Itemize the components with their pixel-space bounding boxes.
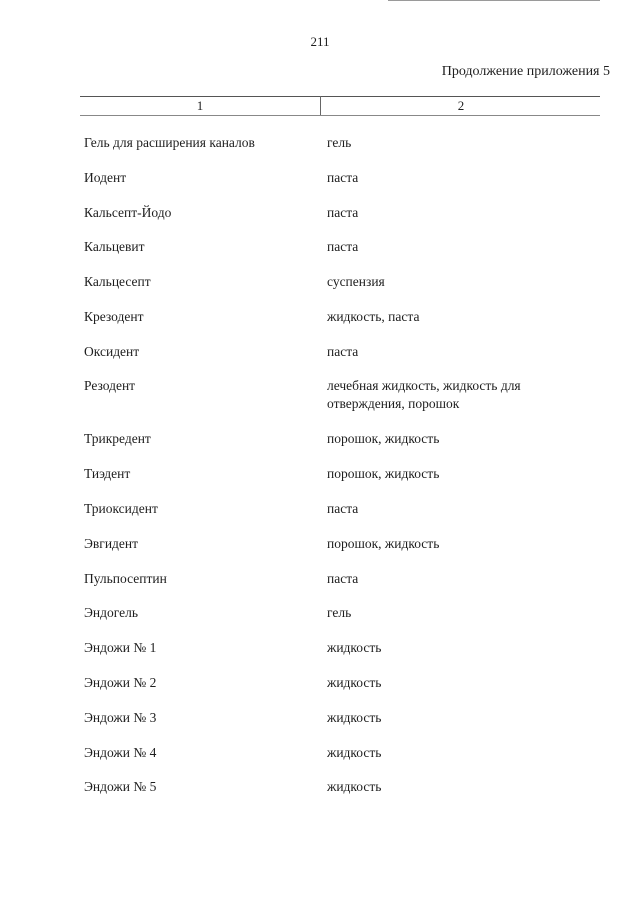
material-name: Тиэдент	[84, 466, 131, 481]
material-form: суспензия	[327, 274, 385, 289]
material-form: жидкость	[327, 640, 382, 655]
material-name: Эвгидент	[84, 536, 139, 551]
material-form: паста	[327, 205, 359, 220]
material-name: Оксидент	[84, 344, 140, 359]
material-name: Кальсепт-Йодо	[84, 205, 172, 220]
material-form: жидкость	[327, 745, 382, 760]
material-name: Эндожи № 3	[84, 710, 157, 725]
material-name: Гель для расширения каналов	[84, 135, 255, 150]
material-form: порошок, жидкость	[327, 466, 440, 481]
material-form: порошок, жидкость	[327, 536, 440, 551]
material-name: Кальцесепт	[84, 274, 151, 289]
material-name: Эндожи № 5	[84, 779, 157, 794]
page-number: 211	[310, 34, 330, 49]
material-name: Иодент	[84, 170, 127, 185]
material-name: Кальцевит	[84, 239, 145, 254]
material-name: Крезодент	[84, 309, 144, 324]
material-name: Триоксидент	[84, 501, 158, 516]
material-form: жидкость	[327, 779, 382, 794]
column-header-2: 2	[457, 98, 465, 113]
material-name: Трикредент	[84, 431, 151, 446]
material-form: жидкость, паста	[327, 309, 420, 324]
column-header-1: 1	[196, 98, 204, 113]
material-form: гель	[327, 135, 352, 150]
material-form: паста	[327, 239, 359, 254]
material-form: лечебная жидкость, жидкость для отверждения, порошок	[327, 378, 521, 411]
material-form: паста	[327, 170, 359, 185]
material-form: паста	[327, 571, 359, 586]
material-form: порошок, жидкость	[327, 431, 440, 446]
material-name: Пульпосептин	[84, 571, 167, 586]
material-name: Эндожи № 2	[84, 675, 157, 690]
material-form: гель	[327, 605, 352, 620]
material-name: Резодент	[84, 378, 136, 393]
material-name: Эндожи № 4	[84, 745, 157, 760]
material-form: жидкость	[327, 710, 382, 725]
material-form: жидкость	[327, 675, 382, 690]
appendix-continuation-note: Продолжение приложения 5	[441, 64, 610, 79]
material-name: Эндожи № 1	[84, 640, 157, 655]
material-form: паста	[327, 344, 359, 359]
material-form: паста	[327, 501, 359, 516]
material-name: Эндогель	[84, 605, 138, 620]
